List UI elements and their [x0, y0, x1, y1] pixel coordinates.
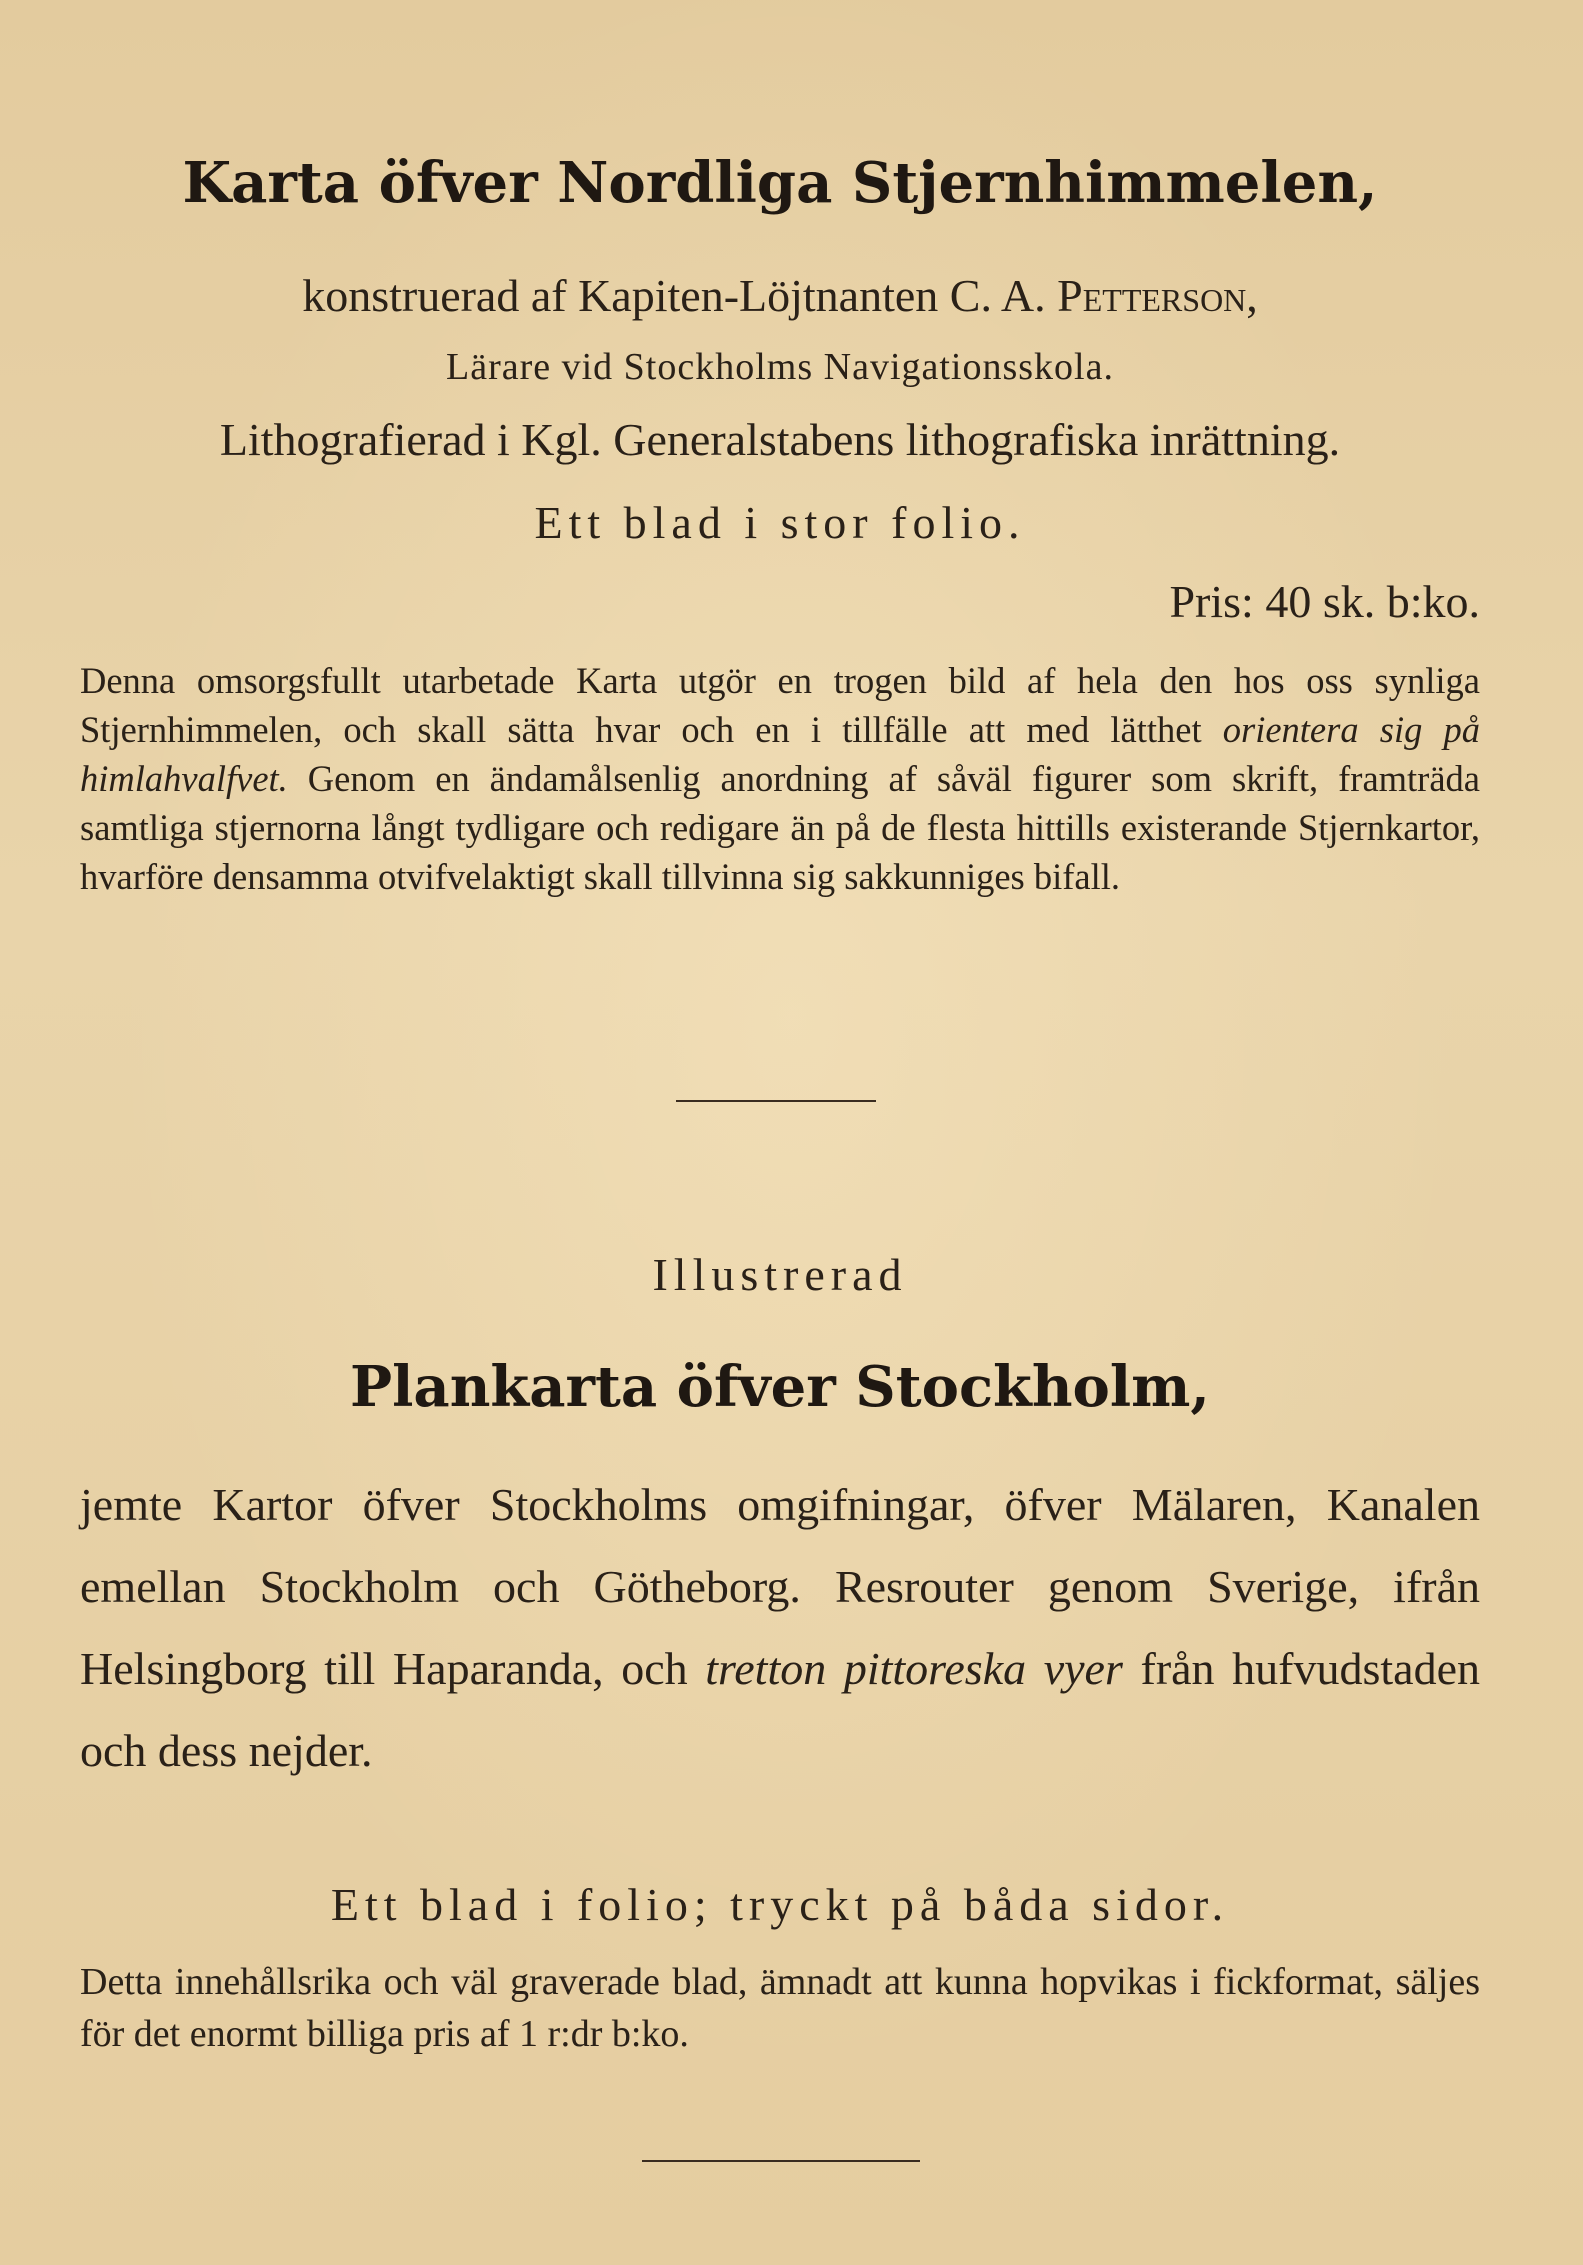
- stockholm-italic: tretton pittoreska vyer: [705, 1643, 1123, 1694]
- stockholm-map-description: [80, 1464, 1480, 1792]
- stockholm-format-line: Ett blad i folio; tryckt på båda sidor.: [330, 1879, 1230, 1930]
- format-line: Ett blad i stor folio.: [534, 497, 1026, 548]
- teacher-line: Lärare vid Stockholms Navigationsskola.: [446, 346, 1114, 388]
- description-italic: orientera sig på himlahvalfvet.: [80, 709, 1480, 799]
- author-prefix: konstruerad af Kapiten-Löjtnanten C. A.: [302, 270, 1058, 321]
- stockholm-price-description: Detta innehållsrika och väl graverade blad, ämnadt att kunna hopvikas i fickformat, säljes för det enormt billiga pris af 1 r:dr b:ko.: [80, 1961, 1480, 2055]
- author-suffix: ,: [1246, 270, 1258, 321]
- star-map-description: [80, 656, 1480, 901]
- stockholm-text-start: jemte Kartor öfver Stockholms omgifningar, öfver Mälaren, Kanalen emellan Stockholm och Götheborg. Resrouter genom Sverige, ifrån Helsingborg till Haparanda, och: [80, 1479, 1480, 1694]
- stockholm-text-end: från hufvudstaden och dess nejder.: [80, 1643, 1481, 1776]
- author-name: Petterson: [1057, 270, 1247, 321]
- divider-rule-1: [676, 1100, 876, 1102]
- author-line: [80, 268, 1480, 323]
- description-text-start: Denna omsorgsfullt utarbetade Karta utgör en trogen bild af hela den hos oss synliga Stjernhimmelen, och skall sätta hvar och en i tillfälle att med lätthet: [80, 660, 1480, 750]
- star-map-title: Karta öfver Nordliga Stjernhimmelen,: [182, 150, 1378, 216]
- divider-rule-2: [642, 2160, 920, 2162]
- lithography-line: Lithografierad i Kgl. Generalstabens lithografiska inrättning.: [219, 414, 1341, 465]
- illustrated-heading: Illustrerad: [652, 1249, 908, 1300]
- price-line: Pris: 40 sk. b:ko.: [1169, 576, 1480, 627]
- stockholm-map-title: Plankarta öfver Stockholm,: [350, 1354, 1210, 1420]
- description-text-end: Genom en ändamålsenlig anordning af såväl figurer som skrift, framträda samtliga stjernorna långt tydligare och redigare än på de flesta hittills existerande Stjernkartor, hvarföre densamma otvifvelaktigt skall tillvinna sig sakkunniges bifall.: [80, 758, 1480, 897]
